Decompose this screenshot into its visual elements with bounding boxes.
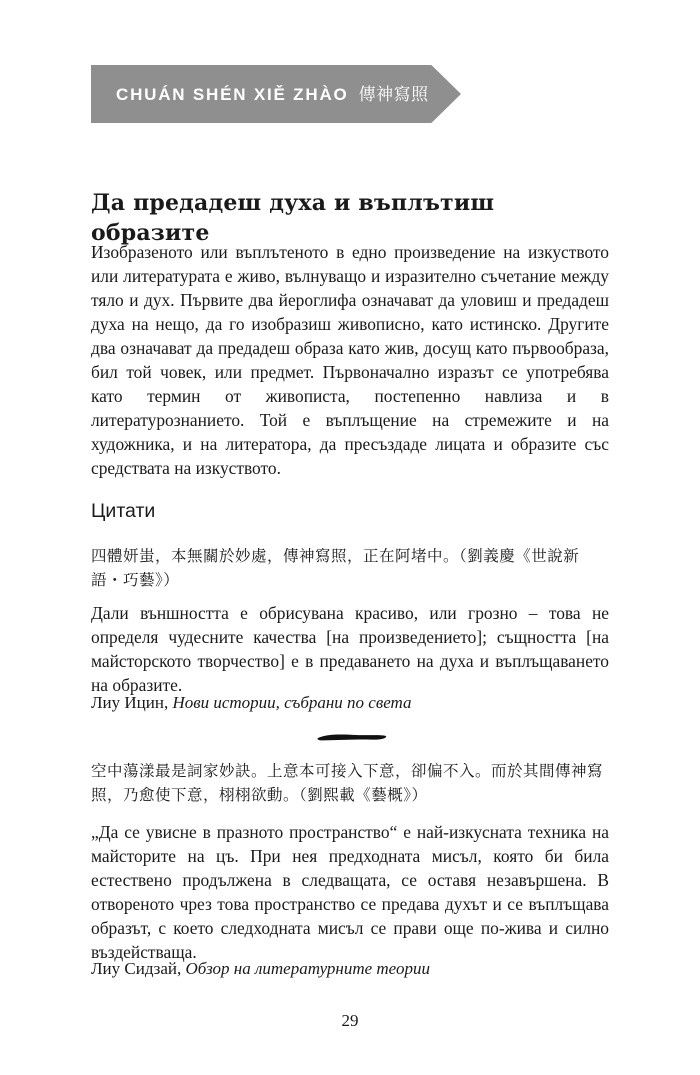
chinese-quote: 四體妍蚩，本無關於妙處，傳神寫照，正在阿堵中。（劉義慶《世說新語・巧藝》） (91, 547, 580, 589)
intro-paragraph: Изобразеното или въплътеното в едно произведение на изкуството или литературата е живо, вълнуващо и изразително съчетание между тяло и дух. Първите два йероглифа означават да уловиш и предадеш духа на нещо, да го изобразиш живописно, като истинско. Другите два означават да предадеш образа като жив, досущ като първообраза, бил той човек, или предмет. Първоначално изразът се употребява като термин от живописта, постепенно навлиза и в литературознанието. Той е въплъщение на стремежите и на художника, и на литератора, да пресъздаде лицата и образите със средствата на изкуството. (91, 242, 609, 478)
quotes-heading: Цитати (91, 500, 156, 522)
attribution-author: Лиу Сидзай, (91, 959, 186, 978)
page-number: 29 (341, 1011, 359, 1030)
brush-stroke-divider-icon (316, 732, 388, 742)
quote-attribution (91, 957, 430, 981)
chinese-quote: 空中蕩漾最是詞家妙訣。上意本可接入下意，卻偏不入。而於其間傳神寫照，乃愈使下意，栩栩欲動。（劉熙載《藝概》） (91, 762, 604, 804)
running-header (116, 82, 429, 108)
attribution-author: Лиу Ицин, (91, 693, 173, 712)
quote-translation: Дали външността е обрисувана красиво, или грозно – това не определя чудесните качества [на произведението]; същността [на майсторското творчество] е в предаването на духа и въплъщаването на образите. (91, 603, 609, 695)
attribution-work: Обзор на литературните теории (185, 959, 430, 978)
section-title: Да предадеш духа и въплътиш образите (91, 190, 495, 246)
header-hanzi: 傳神寫照 (358, 85, 429, 104)
quote-attribution (91, 691, 412, 715)
quote-translation: „Да се увисне в празното пространство“ е най-изкусната техника на майсторите на цъ. При нея предходната мисъл, която би била естествено продължена в следващата, се оставя незавършена. В отвореното чрез това пространство се предава духът и се въплъщава образът, с което следходната мисъл се прави още по-жива и силно въздействаща. (91, 822, 609, 962)
header-pinyin: CHUÁN SHÉN XIĚ ZHÀO (116, 85, 349, 104)
attribution-work: Нови истории, събрани по света (172, 693, 412, 712)
